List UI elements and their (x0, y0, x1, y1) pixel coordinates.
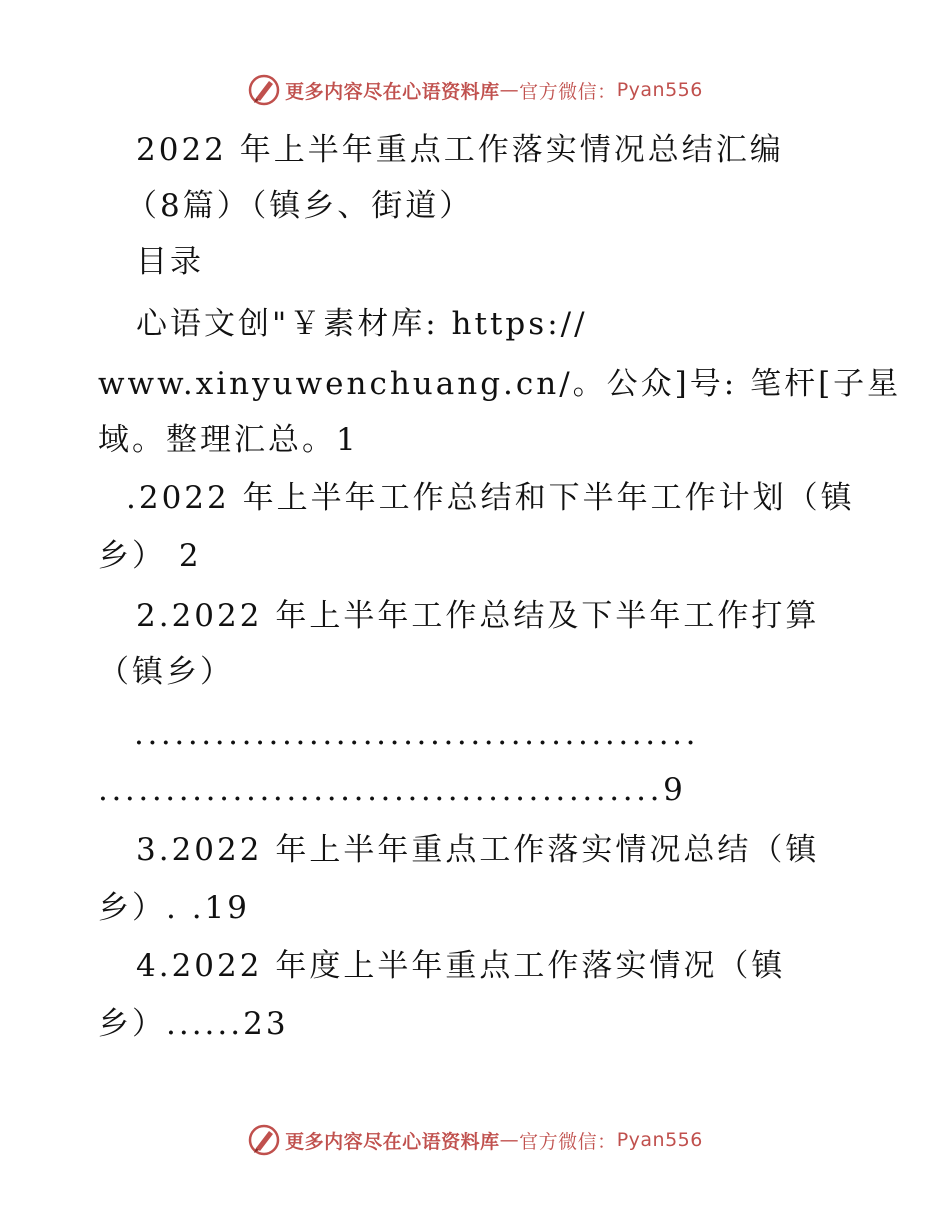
toc-intro-line-2: www.xinyuwenchuang.cn/。公众]号: 笔杆[子星 (98, 366, 902, 402)
toc-item-4-line-2: 乡）......23 (98, 1006, 289, 1042)
banner-dash: — (499, 79, 520, 101)
toc-item-2-line-2: （镇乡） (98, 654, 234, 690)
banner-account: Pyan556 (616, 79, 703, 101)
banner-wechat-label: 官方微信： (519, 1130, 617, 1153)
header-banner (0, 70, 950, 110)
toc-item-2-leader-dots: .......................................... (134, 716, 700, 752)
banner-main-text: 更多内容尽在心语资料库 (285, 80, 500, 103)
toc-intro-line-1: 心语文创"￥素材库: https:// (136, 306, 588, 342)
toc-item-3-line-2: 乡）. .19 (98, 890, 251, 926)
document-title-line-1: 2022 年上半年重点工作落实情况总结汇编 (136, 132, 784, 168)
toc-item-4-line-1: 4.2022 年度上半年重点工作落实情况（镇 (136, 948, 786, 984)
toc-item-1-line-1: .2022 年上半年工作总结和下半年工作计划（镇 (126, 480, 855, 516)
toc-intro-line-3: 域。整理汇总。1 (98, 422, 359, 458)
footer-banner (0, 1120, 950, 1160)
banner-wechat-label: 官方微信： (519, 80, 617, 103)
toc-item-2-line-1: 2.2022 年上半年工作总结及下半年工作打算 (136, 598, 820, 634)
document-title-line-2: （8篇）（镇乡、街道） (126, 188, 474, 224)
banner-dash: — (499, 1129, 520, 1151)
toc-item-3-line-1: 3.2022 年上半年重点工作落实情况总结（镇 (136, 832, 820, 868)
banner-main-text: 更多内容尽在心语资料库 (285, 1130, 500, 1153)
toc-item-2-leader-dots-page: ..........................................9 (98, 772, 687, 808)
quill-pen-logo-icon (247, 1123, 281, 1157)
quill-pen-logo-icon (247, 73, 281, 107)
banner-account: Pyan556 (616, 1129, 703, 1151)
toc-heading: 目录 (136, 244, 204, 280)
toc-item-1-line-2: 乡） 2 (98, 538, 202, 574)
